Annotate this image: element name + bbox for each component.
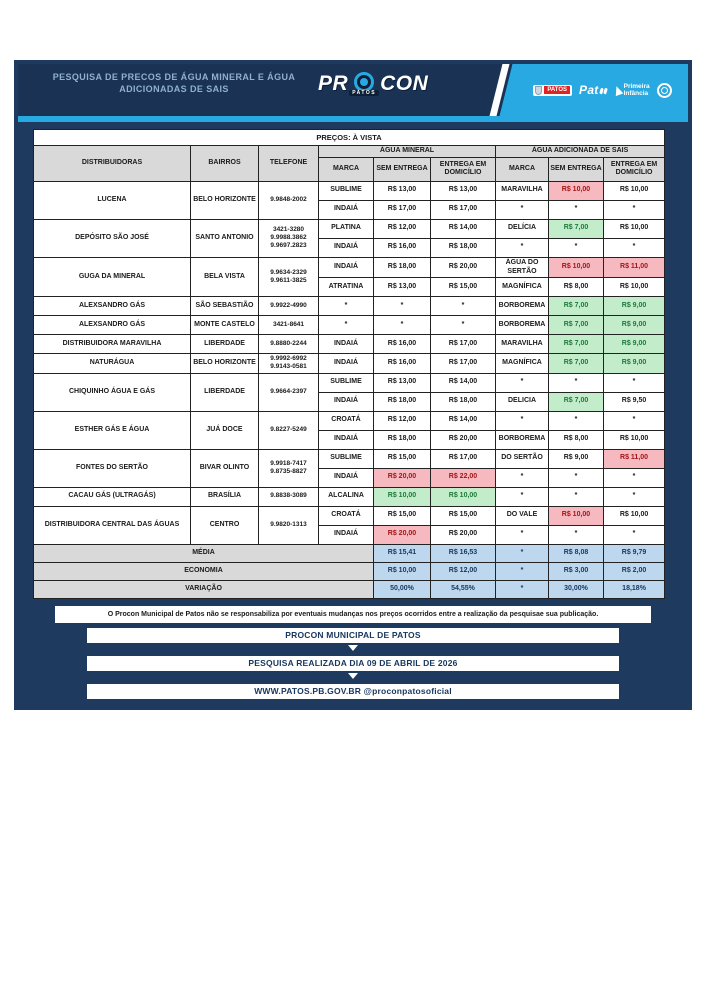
table-row [34,219,665,238]
price-sem-entrega-cell: R$ 20,00 [374,468,431,487]
bairro-cell: LIBERDADE [191,373,259,411]
marca-cell: INDAIÁ [319,354,374,373]
price-entrega-cell: R$ 9,00 [604,335,665,354]
table-row [34,449,665,468]
phone-cell: 9.9922-4990 [259,297,319,316]
marca-cell: BORBOREMA [496,297,549,316]
summary-value-cell: 18,18% [604,580,665,598]
price-table [33,129,665,599]
price-entrega-cell: R$ 14,00 [431,411,496,430]
price-entrega-cell: R$ 9,00 [604,297,665,316]
procon-logo-sub-text: PATOS [349,90,379,96]
marca-cell: DO VALE [496,506,549,525]
price-note-row [34,130,665,146]
group-header-agua-mineral: ÁGUA MINERAL [319,146,496,158]
summary-value-cell: R$ 8,08 [549,544,604,562]
marca-cell: INDAIÁ [319,335,374,354]
header-band [18,64,688,116]
phone-cell: 9.9634-2329 9.9611-3825 [259,257,319,297]
price-sem-entrega-cell: R$ 13,00 [374,181,431,200]
summary-value-cell: * [496,562,549,580]
price-sem-entrega-cell: * [374,297,431,316]
distributor-cell: ALEXSANDRO GÁS [34,316,191,335]
marca-cell: INDAIÁ [319,430,374,449]
distributor-cell: NATURÁGUA [34,354,191,373]
patos-prefecture-logo [533,85,572,96]
table-row [34,297,665,316]
price-sem-entrega-cell: R$ 12,00 [374,411,431,430]
table-row [34,506,665,525]
marca-cell: MAGNÍFICA [496,278,549,297]
price-entrega-cell: * [604,525,665,544]
price-entrega-cell: * [431,316,496,335]
marca-cell: DELÍCIA [496,219,549,238]
price-entrega-cell: R$ 20,00 [431,525,496,544]
price-entrega-cell: R$ 9,50 [604,392,665,411]
group-header-agua-sais: ÁGUA ADICIONADA DE SAIS [496,146,665,158]
phone-cell: 9.8838-3089 [259,487,319,506]
procon-target-icon [354,72,374,92]
distributor-cell: GUGA DA MINERAL [34,257,191,297]
col-header-marca: MARCA [496,157,549,181]
price-entrega-cell: R$ 10,00 [604,219,665,238]
bairro-cell: BIVAR OLINTO [191,449,259,487]
col-header-entrega-domicilio: ENTREGA EM DOMICÍLIO [431,157,496,181]
phone-cell: 9.9992-6992 9.9143-0581 [259,354,319,373]
summary-value-cell: R$ 2,00 [604,562,665,580]
footer-bar-procon: PROCON MUNICIPAL DE PATOS [87,628,619,643]
table-summary [34,544,665,598]
price-entrega-cell: R$ 10,00 [604,278,665,297]
phone-cell: 9.8880-2244 [259,335,319,354]
price-sem-entrega-cell: R$ 8,00 [549,430,604,449]
phone-cell: 9.8227-5249 [259,411,319,449]
pat-logo: Pat [579,83,607,97]
col-header-sem-entrega: SEM ENTREGA [374,157,431,181]
price-sem-entrega-cell: R$ 12,00 [374,219,431,238]
price-entrega-cell: R$ 15,00 [431,506,496,525]
distributor-cell: ALEXSANDRO GÁS [34,297,191,316]
price-entrega-cell: R$ 10,00 [604,430,665,449]
distributor-cell: FONTES DO SERTÃO [34,449,191,487]
table-row [34,373,665,392]
price-entrega-cell: R$ 10,00 [431,487,496,506]
price-entrega-cell: R$ 15,00 [431,278,496,297]
summary-row [34,562,665,580]
marca-cell: BORBOREMA [496,316,549,335]
price-sem-entrega-cell: R$ 7,00 [549,335,604,354]
marca-cell: INDAIÁ [319,525,374,544]
shield-icon [535,86,542,95]
price-sem-entrega-cell: R$ 10,00 [549,506,604,525]
price-entrega-cell: * [604,487,665,506]
marca-cell: INDAIÁ [319,468,374,487]
marca-cell: SUBLIME [319,373,374,392]
price-entrega-cell: R$ 17,00 [431,354,496,373]
bairro-cell: BELA VISTA [191,257,259,297]
marca-cell: * [496,373,549,392]
partner-logos [523,64,682,116]
summary-value-cell: R$ 12,00 [431,562,496,580]
price-sem-entrega-cell: R$ 16,00 [374,354,431,373]
procon-logo-left-text: PR [318,72,349,95]
price-sem-entrega-cell: R$ 7,00 [549,219,604,238]
price-sem-entrega-cell: R$ 10,00 [549,181,604,200]
municipal-seal-icon [657,83,672,98]
marca-cell: INDAIÁ [319,200,374,219]
price-sem-entrega-cell: * [549,373,604,392]
price-sem-entrega-cell: R$ 7,00 [549,392,604,411]
price-sem-entrega-cell: R$ 15,00 [374,449,431,468]
summary-value-cell: R$ 16,53 [431,544,496,562]
marca-cell: INDAIÁ [319,257,374,278]
marca-cell: * [496,487,549,506]
distributor-cell: LUCENA [34,181,191,219]
price-entrega-cell: R$ 10,00 [604,181,665,200]
header-cyan-stripe [18,116,688,122]
summary-label-cell: ECONOMIA [34,562,374,580]
summary-value-cell: * [496,544,549,562]
marca-cell: CROATÁ [319,411,374,430]
marca-cell: SUBLIME [319,181,374,200]
distributor-cell: CHIQUINHO ÁGUA E GÁS [34,373,191,411]
arrow-down-icon [348,645,358,651]
phone-cell: 9.9918-7417 9.8735-8827 [259,449,319,487]
summary-value-cell: R$ 15,41 [374,544,431,562]
primeira-infancia-label: Primeira Infância [623,82,650,97]
arrow-down-icon [348,673,358,679]
bairro-cell: MONTE CASTELO [191,316,259,335]
table-row [34,487,665,506]
price-entrega-cell: R$ 14,00 [431,219,496,238]
table-row [34,257,665,278]
summary-value-cell: * [496,580,549,598]
summary-value-cell: 30,00% [549,580,604,598]
col-header-sem-entrega: SEM ENTREGA [549,157,604,181]
price-sem-entrega-cell: R$ 17,00 [374,200,431,219]
price-entrega-cell: * [604,411,665,430]
price-entrega-cell: R$ 9,00 [604,354,665,373]
summary-label-cell: MÉDIA [34,544,374,562]
distributor-cell: DISTRIBUIDORA CENTRAL DAS ÁGUAS [34,506,191,544]
price-entrega-cell: R$ 20,00 [431,430,496,449]
price-sem-entrega-cell: R$ 13,00 [374,278,431,297]
phone-cell: 3421-3280 9.9988.3862 9.9697.2823 [259,219,319,257]
price-sem-entrega-cell: R$ 16,00 [374,335,431,354]
price-entrega-cell: R$ 11,00 [604,449,665,468]
price-sem-entrega-cell: R$ 7,00 [549,316,604,335]
col-header-distribuidoras: DISTRIBUIDORAS [34,146,191,182]
phone-cell: 9.9820-1313 [259,506,319,544]
price-sem-entrega-cell: * [549,487,604,506]
marca-cell: * [496,200,549,219]
table-body [34,181,665,544]
price-sem-entrega-cell: R$ 15,00 [374,506,431,525]
marca-cell: BORBOREMA [496,430,549,449]
price-sem-entrega-cell: * [549,468,604,487]
summary-value-cell: R$ 10,00 [374,562,431,580]
marca-cell: INDAIÁ [319,238,374,257]
distributor-cell: ESTHER GÁS E ÁGUA [34,411,191,449]
marca-cell: * [319,316,374,335]
price-sem-entrega-cell: * [374,316,431,335]
patos-badge-label: PATOS [544,86,570,94]
price-entrega-cell: R$ 11,00 [604,257,665,278]
phone-cell: 9.9664-2397 [259,373,319,411]
marca-cell: * [496,411,549,430]
bairro-cell: LIBERDADE [191,335,259,354]
summary-value-cell: R$ 9,79 [604,544,665,562]
summary-row [34,544,665,562]
group-header-row [34,146,665,158]
distributor-cell: DISTRIBUIDORA MARAVILHA [34,335,191,354]
price-sem-entrega-cell: R$ 16,00 [374,238,431,257]
price-entrega-cell: * [604,238,665,257]
bairro-cell: CENTRO [191,506,259,544]
marca-cell: MAGNÍFICA [496,354,549,373]
price-entrega-cell: R$ 17,00 [431,449,496,468]
marca-cell: ALCALINA [319,487,374,506]
col-header-marca: MARCA [319,157,374,181]
price-sem-entrega-cell: R$ 10,00 [549,257,604,278]
marca-cell: SUBLIME [319,449,374,468]
table-row [34,411,665,430]
price-entrega-cell: R$ 22,00 [431,468,496,487]
price-note: PREÇOS: À VISTA [34,130,665,146]
marca-cell: * [496,525,549,544]
distributor-cell: DEPÓSITO SÃO JOSÉ [34,219,191,257]
summary-value-cell: R$ 3,00 [549,562,604,580]
bairro-cell: BELO HORIZONTE [191,354,259,373]
bairro-cell: JUÁ DOCE [191,411,259,449]
phone-cell: 3421-8641 [259,316,319,335]
price-sem-entrega-cell: R$ 18,00 [374,257,431,278]
price-sem-entrega-cell: * [549,200,604,219]
price-sem-entrega-cell: R$ 18,00 [374,430,431,449]
page-title: PESQUISA DE PRECOS DE ÁGUA MINERAL E ÁGUA ADICIONADAS DE SAIS [52,72,296,95]
price-sem-entrega-cell: R$ 8,00 [549,278,604,297]
table-row [34,354,665,373]
marca-cell: MARAVILHA [496,181,549,200]
marca-cell: ATRATINA [319,278,374,297]
marca-cell: * [496,468,549,487]
distributor-cell: CACAU GÁS (ULTRAGÁS) [34,487,191,506]
summary-label-cell: VARIAÇÃO [34,580,374,598]
price-sem-entrega-cell: R$ 10,00 [374,487,431,506]
pat-drop-icon [603,88,608,95]
price-entrega-cell: R$ 18,00 [431,392,496,411]
price-sem-entrega-cell: R$ 9,00 [549,449,604,468]
summary-value-cell: 50,00% [374,580,431,598]
marca-cell: * [319,297,374,316]
price-entrega-cell: * [604,468,665,487]
marca-cell: PLATINA [319,219,374,238]
price-sem-entrega-cell: * [549,525,604,544]
price-entrega-cell: R$ 13,00 [431,181,496,200]
marca-cell: CROATÁ [319,506,374,525]
price-entrega-cell: R$ 17,00 [431,200,496,219]
price-entrega-cell: R$ 20,00 [431,257,496,278]
price-sem-entrega-cell: * [549,238,604,257]
procon-patos-logo [318,72,428,96]
price-sem-entrega-cell: R$ 7,00 [549,354,604,373]
price-entrega-cell: R$ 18,00 [431,238,496,257]
marca-cell: DO SERTÃO [496,449,549,468]
price-entrega-cell: * [604,200,665,219]
price-entrega-cell: R$ 10,00 [604,506,665,525]
price-entrega-cell: R$ 9,00 [604,316,665,335]
summary-value-cell: 54,55% [431,580,496,598]
col-header-bairros: BAIRROS [191,146,259,182]
bairro-cell: SANTO ANTONIO [191,219,259,257]
poster-card [14,60,692,710]
col-header-telefone: TELEFONE [259,146,319,182]
footer-bar-website: WWW.PATOS.PB.GOV.BR @proconpatosoficial [87,684,619,699]
marca-cell: ÁGUA DO SERTÃO [496,257,549,278]
primeira-infancia-logo [614,83,650,97]
hand-icon [612,84,623,95]
table-row [34,316,665,335]
procon-logo-right-text: CON [380,72,429,95]
marca-cell: MARAVILHA [496,335,549,354]
footer-bar-date: PESQUISA REALIZADA DIA 09 DE ABRIL DE 2026 [87,656,619,671]
summary-row [34,580,665,598]
price-sem-entrega-cell: R$ 20,00 [374,525,431,544]
price-entrega-cell: R$ 17,00 [431,335,496,354]
table-row [34,181,665,200]
bairro-cell: SÃO SEBASTIÃO [191,297,259,316]
price-sem-entrega-cell: R$ 7,00 [549,297,604,316]
globe-icon [360,78,368,86]
bairro-cell: BRASÍLIA [191,487,259,506]
phone-cell: 9.9848-2002 [259,181,319,219]
price-entrega-cell: * [431,297,496,316]
col-header-entrega-domicilio: ENTREGA EM DOMICÍLIO [604,157,665,181]
price-sem-entrega-cell: * [549,411,604,430]
marca-cell: DELICIA [496,392,549,411]
marca-cell: * [496,238,549,257]
bairro-cell: BELO HORIZONTE [191,181,259,219]
marca-cell: INDAIÁ [319,392,374,411]
price-sem-entrega-cell: R$ 18,00 [374,392,431,411]
price-entrega-cell: R$ 14,00 [431,373,496,392]
table-row [34,335,665,354]
disclaimer-bar: O Procon Municipal de Patos não se responsabiliza por eventuais mudanças nos preços ocorridos entre a realização da pesquisae sua publicação. [55,606,651,623]
price-entrega-cell: * [604,373,665,392]
price-sem-entrega-cell: R$ 13,00 [374,373,431,392]
